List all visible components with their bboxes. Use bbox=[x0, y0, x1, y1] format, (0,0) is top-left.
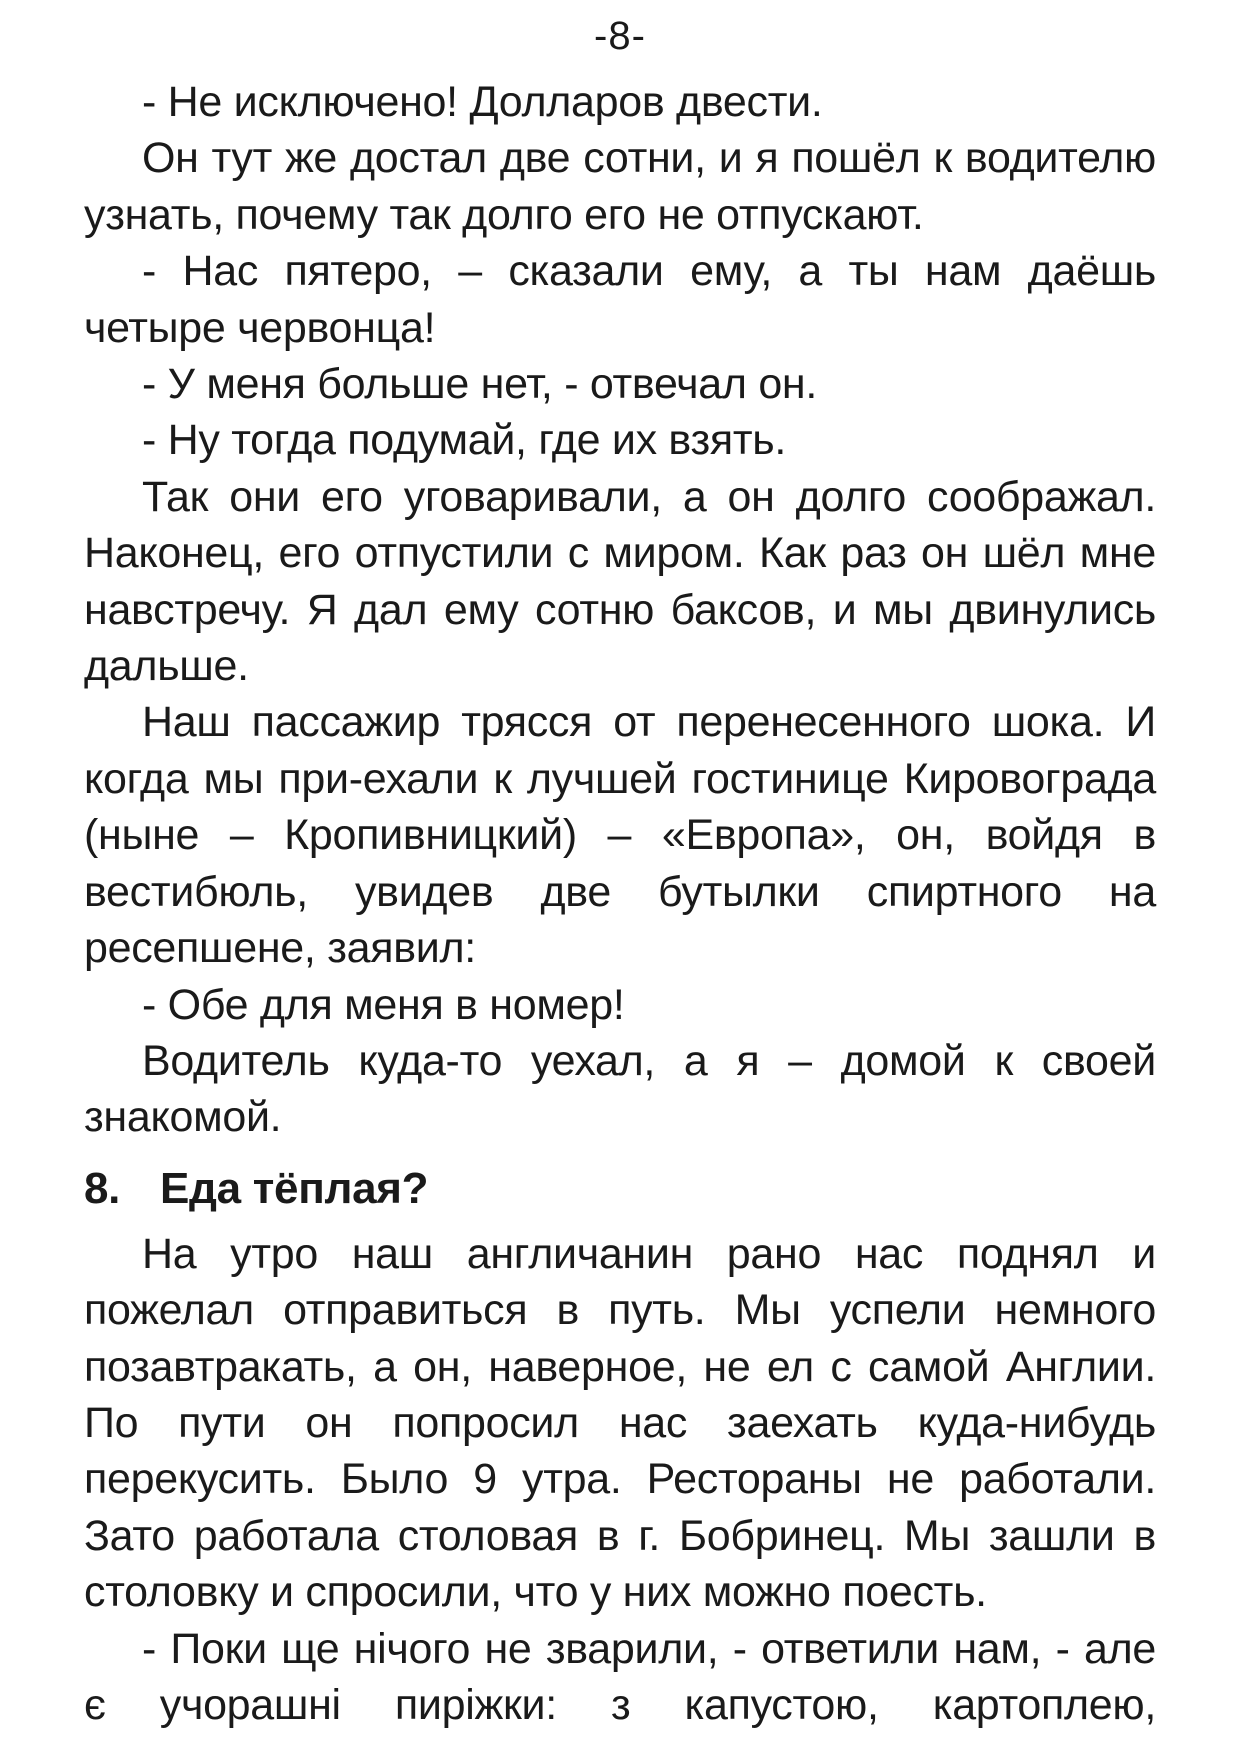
paragraph: Наш пассажир трясся от перенесенного шока. И когда мы при-ехали к лучшей гостинице Кировограда (ныне – Кропивницкий) – «Европа», он, войдя в вестибюль, увидев две бутылки спиртного на ресепшене, заявил: bbox=[84, 698, 1156, 973]
paragraph: - Обе для меня в номер! bbox=[142, 980, 625, 1029]
section-heading bbox=[84, 1158, 1156, 1220]
paragraph: Он тут же достал две сотни, и я пошёл к водителю узнать, почему так долго его не отпускают. bbox=[84, 134, 1156, 239]
body-text bbox=[84, 74, 1156, 1733]
page-number: -8- bbox=[594, 14, 646, 58]
section-title: Еда тёплая? bbox=[160, 1163, 429, 1213]
paragraph: - У меня больше нет, - отвечал он. bbox=[142, 360, 818, 409]
paragraph: Так они его уговаривали, а он долго соображал. Наконец, его отпустили с миром. Как раз он шёл мне навстречу. Я дал ему сотню баксов, и мы двинулись дальше. bbox=[84, 472, 1156, 691]
section-number: 8. bbox=[84, 1163, 121, 1213]
document-page bbox=[84, 0, 1156, 1748]
paragraph: - Нас пятеро, – сказали ему, а ты нам даёшь четыре червонца! bbox=[84, 247, 1156, 352]
paragraph: Водитель куда-то уехал, а я – домой к своей знакомой. bbox=[84, 1036, 1156, 1142]
paragraph: - Ну тогда подумай, где их взять. bbox=[142, 416, 787, 465]
paragraph: На утро наш англичанин рано нас поднял и пожелал отправиться в путь. Мы успели немного позавтракать, а он, наверное, не ел с самой Англии. По пути он попросил нас заехать куда-нибудь перекусить. Было 9 утра. Рестораны не работали. Зато работала столовая в г. Бобринец. Мы зашли в столовку и спросили, что у них можно поесть. bbox=[84, 1229, 1156, 1617]
paragraph: - Не исключено! Долларов двести. bbox=[142, 78, 823, 126]
paragraph: - Поки ще нічого не зварили, - ответили нам, - але є учорашні пиріжки: з капустою, картоплею, bbox=[84, 1624, 1156, 1729]
